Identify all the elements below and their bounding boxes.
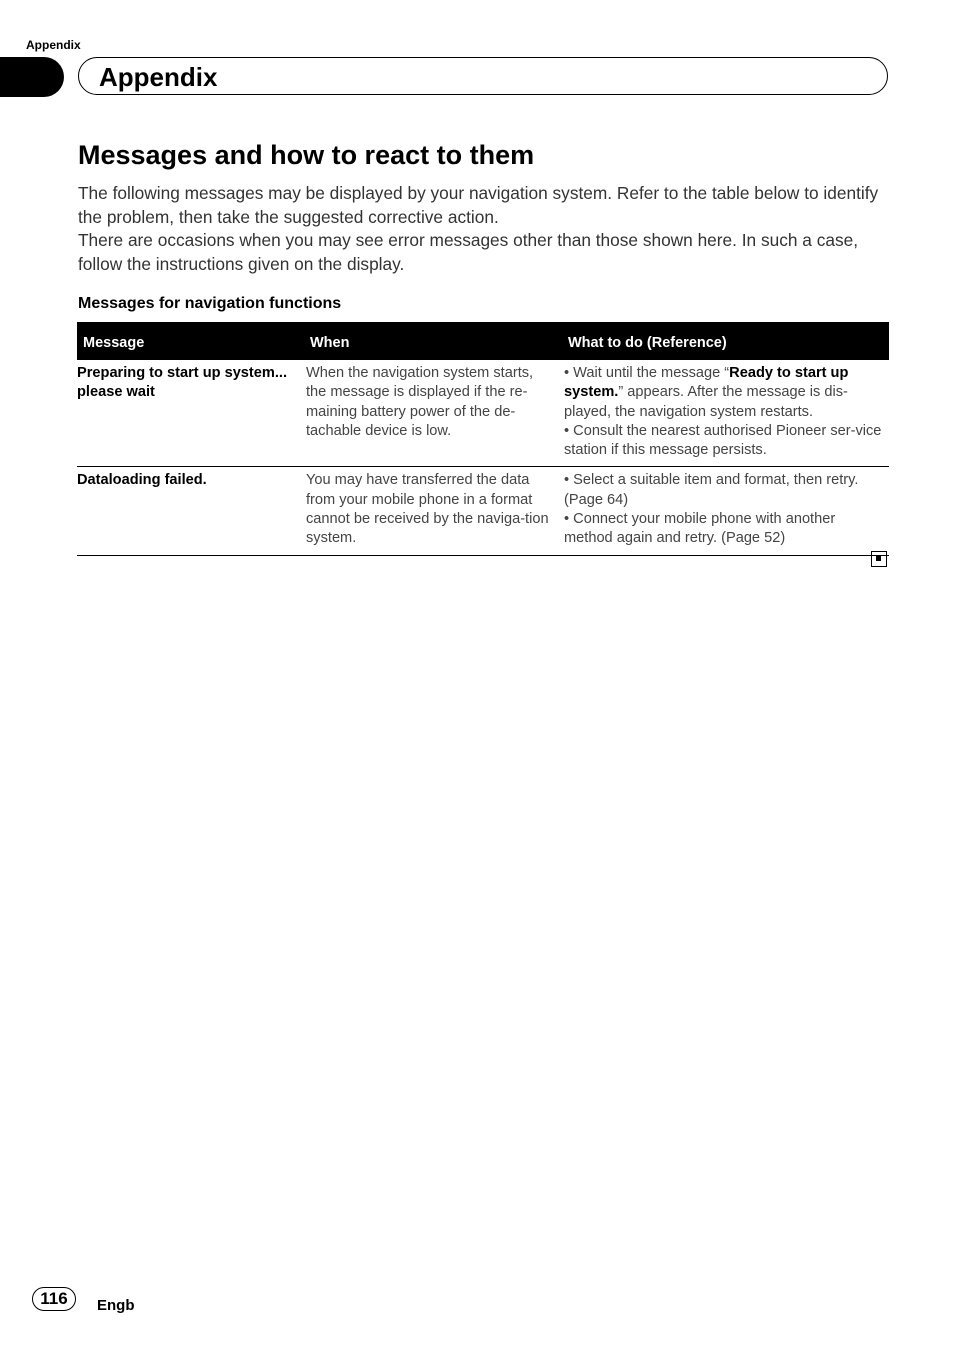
- bullet-text: • Wait until the message “: [564, 365, 730, 381]
- bullet-bold-text: Ready to start up system.: [564, 365, 849, 401]
- table-header-row: [77, 322, 889, 360]
- cell-what-to-do: [562, 467, 889, 555]
- section-tab-marker: [0, 57, 64, 97]
- page-title: Messages and how to react to them: [78, 140, 535, 170]
- cell-when: When the navigation system starts, the message is displayed if the re-maining battery power of the de-tachable device is low.: [304, 360, 562, 467]
- action-bullet-2: • Connect your mobile phone with another method again and retry. (Page 52): [564, 511, 836, 547]
- cell-message: Dataloading failed.: [77, 467, 304, 555]
- page-number: 116: [32, 1287, 76, 1311]
- section-banner: [78, 57, 888, 95]
- bullet-text: ” appears. After the message is dis-played, the navigation system restarts.: [564, 384, 848, 420]
- intro-paragraph-1: The following messages may be displayed by your navigation system. Refer to the table below to identify the problem, then take the suggested corrective action.: [78, 183, 879, 227]
- intro-text: [78, 182, 883, 277]
- running-header: Appendix: [26, 38, 81, 52]
- action-bullet-1: • Select a suitable item and format, then retry. (Page 64): [564, 472, 859, 508]
- cell-what-to-do: [562, 360, 889, 467]
- section-banner-title: Appendix: [99, 62, 218, 92]
- action-bullet-1: [564, 364, 883, 422]
- language-code: Engb: [97, 1297, 135, 1314]
- header-what-to-do: What to do (Reference): [562, 322, 889, 360]
- cell-message: Preparing to start up system... please wait: [77, 360, 304, 467]
- section-end-icon: [871, 551, 887, 567]
- intro-paragraph-2: There are occasions when you may see error messages other than those shown here. In such a case, follow the instructions given on the display.: [78, 230, 858, 275]
- header-message: Message: [77, 322, 304, 360]
- table-title: Messages for navigation functions: [78, 295, 342, 312]
- table-row: [77, 360, 889, 467]
- cell-when: You may have transferred the data from your mobile phone in a format cannot be received by the naviga-tion system.: [304, 467, 562, 555]
- table-row: [77, 467, 889, 555]
- messages-table: [77, 322, 889, 556]
- action-bullet-2: • Consult the nearest authorised Pioneer ser-vice station if this message persists.: [564, 422, 882, 459]
- header-when: When: [304, 322, 562, 360]
